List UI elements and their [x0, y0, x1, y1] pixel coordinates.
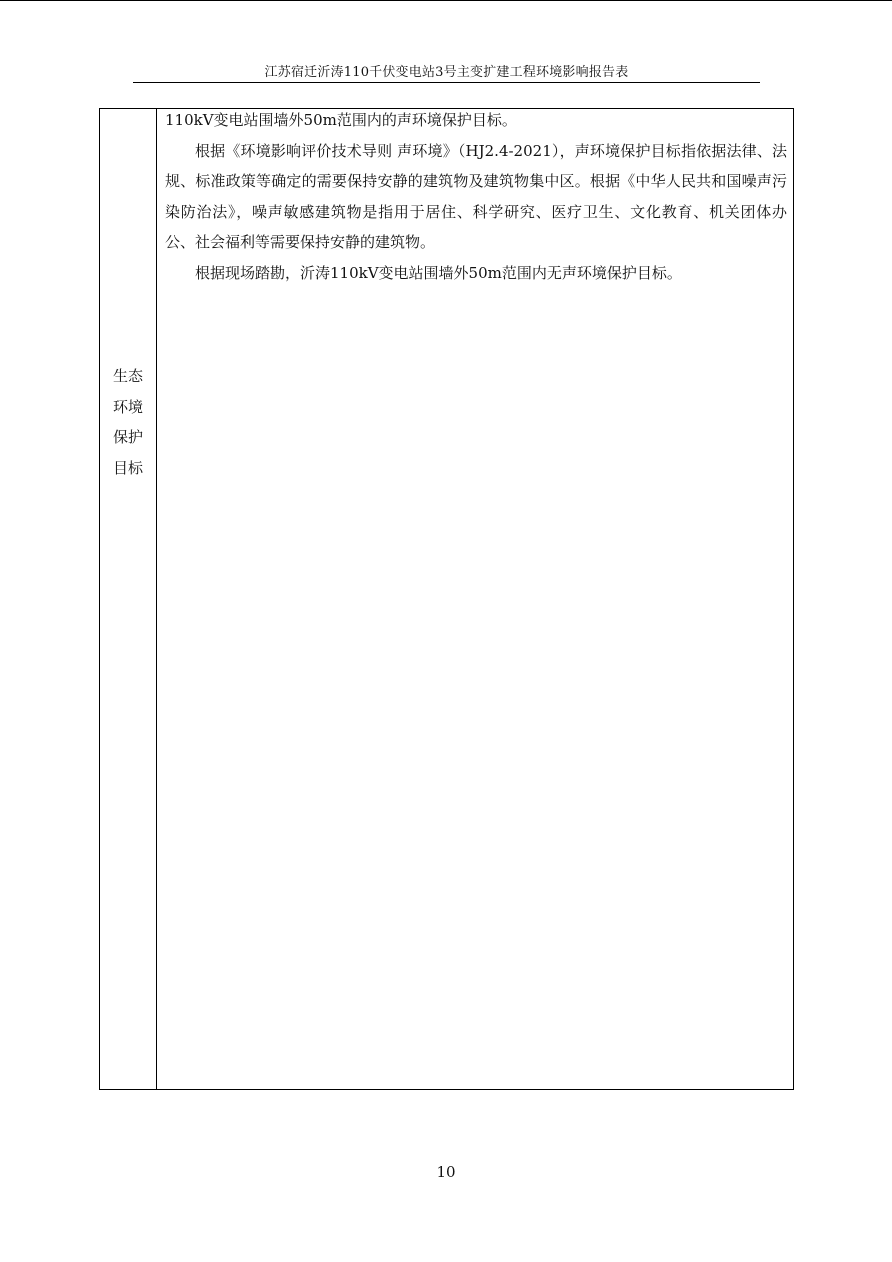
paragraph-site-survey: 根据现场踏勘，沂涛110kV变电站围墙外50m范围内无声环境保护目标。 [195, 263, 682, 282]
report-table [99, 108, 794, 1090]
page-number: 10 [436, 1163, 456, 1181]
row-label-cell [100, 109, 157, 1089]
document-header-title: 江苏宿迁沂涛110千伏变电站3号主变扩建工程环境影响报告表 [264, 65, 629, 80]
page-top-border [0, 0, 892, 1]
header-rule [133, 82, 760, 83]
row-label: 生态环境保护目标 [113, 367, 144, 477]
paragraph-guideline: 根据《环境影响评价技术导则 声环境》（HJ2.4-2021），声环境保护目标指依据法律、法规、标准政策等确定的需要保持安静的建筑物及建筑物集中区。根据《中华人民共和国噪声污染防治法》，噪声敏感建筑物是指用于居住、科学研究、医疗卫生、文化教育、机关团体办公、社会福利等需要保持安静的建筑物。 [165, 141, 787, 251]
paragraph-continuation: 110kV变电站围墙外50m范围内的声环境保护目标。 [165, 111, 517, 129]
row-content-cell [157, 109, 793, 1089]
